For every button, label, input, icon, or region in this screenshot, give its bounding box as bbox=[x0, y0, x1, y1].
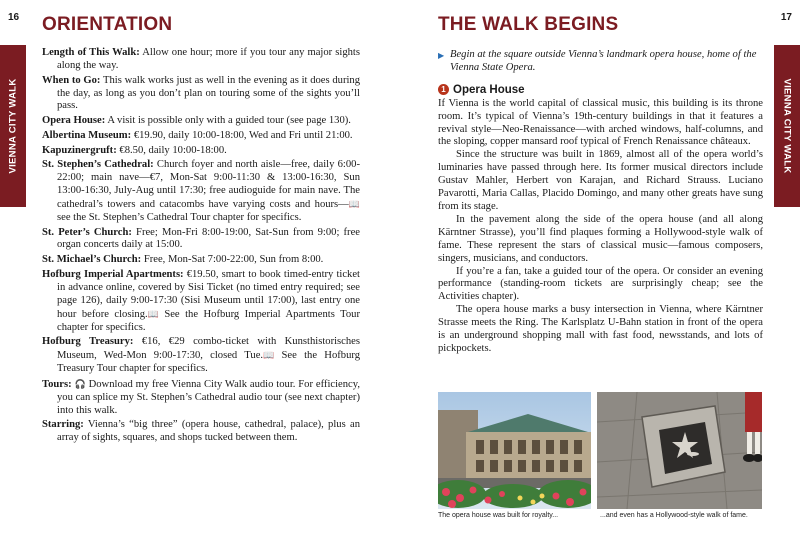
walk-text bbox=[438, 49, 763, 356]
walk-intro: ▶ Begin at the square outside Vienna’s landmark opera house, home of the Vienna State Opera. bbox=[438, 49, 757, 73]
list-item: St. Peter’s Church: Free; Mon-Fri 8:00-19:00, Sat-Sun from 9:00; free organ concerts daily at 15:00. bbox=[42, 226, 360, 251]
list-item: Tours: 🎧 Download my free Vienna City Walk audio tour. For efficiency, you can splice my St. Stephen’s Cathedral audio tour (see next chapter) into this walk. bbox=[42, 378, 360, 416]
list-item: Hofburg Imperial Apartments: €19.50, smart to book timed-entry ticket in advance online, covered by Sisi Ticket (no timed entry required; see page 126), daily 9:00-17:30 (Sisi Museum until 17:00), last entry one hour before closing.📖 See the Hofburg Imperial Apartments Tour chapter for specifics. bbox=[42, 268, 360, 333]
paragraph: If Vienna is the world capital of classical music, this building is its throne room. It’s typical of Vienna’s 19th-century buildings in that it features a revival style—Neo-Renaissance—with arched windows, half-columns, and the sloping, copper mansard roof typical of French Renaissance châteaux. bbox=[438, 97, 763, 148]
list-item: When to Go: This walk works just as well in the evening as it does during the day, as long as you don’t plan on touring some of the sights you’ll pass. bbox=[42, 74, 361, 112]
list-item: Length of This Walk: Allow one hour; more if you tour any major sights along the way. bbox=[42, 47, 360, 71]
page-heading: ORIENTATION bbox=[42, 14, 173, 35]
chapter-tab bbox=[774, 45, 800, 207]
page-number: 16 bbox=[8, 12, 20, 23]
chapter-tab-label: VIENNA CITY WALK bbox=[781, 78, 793, 174]
page-heading: THE WALK BEGINS bbox=[438, 14, 619, 35]
list-item: Albertina Museum: €19.90, daily 10:00-18:00, Wed and Fri until 21:00. bbox=[42, 129, 353, 141]
walk-of-fame-photo bbox=[597, 392, 762, 509]
chapter-tab-label: VIENNA CITY WALK bbox=[7, 78, 19, 174]
guidebook-icon: 📖 bbox=[263, 350, 275, 361]
list-item: St. Stephen’s Cathedral: Church foyer and north aisle—free, daily 6:00-22:00; main nave—€7, Mon-Sat 9:00-11:30 & 13:00-16:30, Sun 13:00-16:30, July-Aug until 17:30; free audioguide for main nave. The cathedral’s towers and catacombs have varying costs and hours—📖 see the St. Stephen’s Cathedral Tour chapter for specifics. bbox=[42, 159, 360, 223]
orientation-list bbox=[42, 47, 360, 447]
section-title: Opera House bbox=[453, 83, 525, 96]
list-item: Kapuzinergruft: €8.50, daily 10:00-18:00. bbox=[42, 144, 227, 156]
list-item: St. Michael’s Church: Free, Mon-Sat 7:00-22:00, Sun from 8:00. bbox=[42, 254, 324, 266]
paragraph: The opera house marks a busy intersection in Vienna, where Kärntner Strasse meets the Ring. The Karlsplatz U-Bahn station in front of the opera is an underground shopping mall with fast food, newsstands, and lots of pickpockets. bbox=[438, 304, 763, 354]
triangle-arrow-icon: ▶ bbox=[438, 51, 445, 60]
list-item: Hofburg Treasury: €16, €29 combo-ticket with Kunsthistorisches Museum, Wed-Mon 9:00-17:30, closed Tue.📖 See the Hofburg Treasury Tour chapter for specifics. bbox=[42, 336, 360, 375]
page-number: 17 bbox=[780, 12, 792, 23]
paragraph: In the pavement along the side of the opera house (and all along Kärntner Strasse), you’ll find plaques forming a Hollywood-style walk of fame. These represent the stars of classical music—famous composers, singers, musicians, and conductors. bbox=[438, 213, 763, 264]
guidebook-icon: 📖 bbox=[348, 198, 360, 209]
list-item: Opera House: A visit is possible only with a guided tour (see page 130). bbox=[42, 115, 351, 127]
headphones-icon: 🎧 bbox=[74, 378, 86, 389]
guidebook-icon: 📖 bbox=[147, 308, 159, 319]
opera-house-photo bbox=[438, 392, 591, 509]
section-heading bbox=[438, 84, 763, 97]
chapter-tab bbox=[0, 45, 26, 207]
right-page bbox=[400, 0, 800, 533]
paragraph: Since the structure was built in 1869, almost all of the opera world’s luminaries have passed through here. Its former musical directors include Gustav Mahler, Herbert von Karajan, and Richard Strauss. Luciano Pavarotti, Maria Callas, Placido Domingo, and many other greats have sung from its stage. bbox=[438, 149, 763, 212]
paragraph: If you’re a fan, take a guided tour of the opera. Or consider an evening performance (standing-room tickets are surprisingly cheap; see the Activities chapter). bbox=[438, 265, 763, 303]
section-number-badge: 1 bbox=[438, 84, 449, 95]
photo-caption: ...and even has a Hollywood-style walk of fame. bbox=[600, 512, 748, 519]
list-item: Starring: Vienna’s “big three” (opera house, cathedral, palace), plus an array of sights, squares, and shops tucked between them. bbox=[42, 419, 360, 444]
photo-caption: The opera house was built for royalty... bbox=[438, 512, 559, 519]
